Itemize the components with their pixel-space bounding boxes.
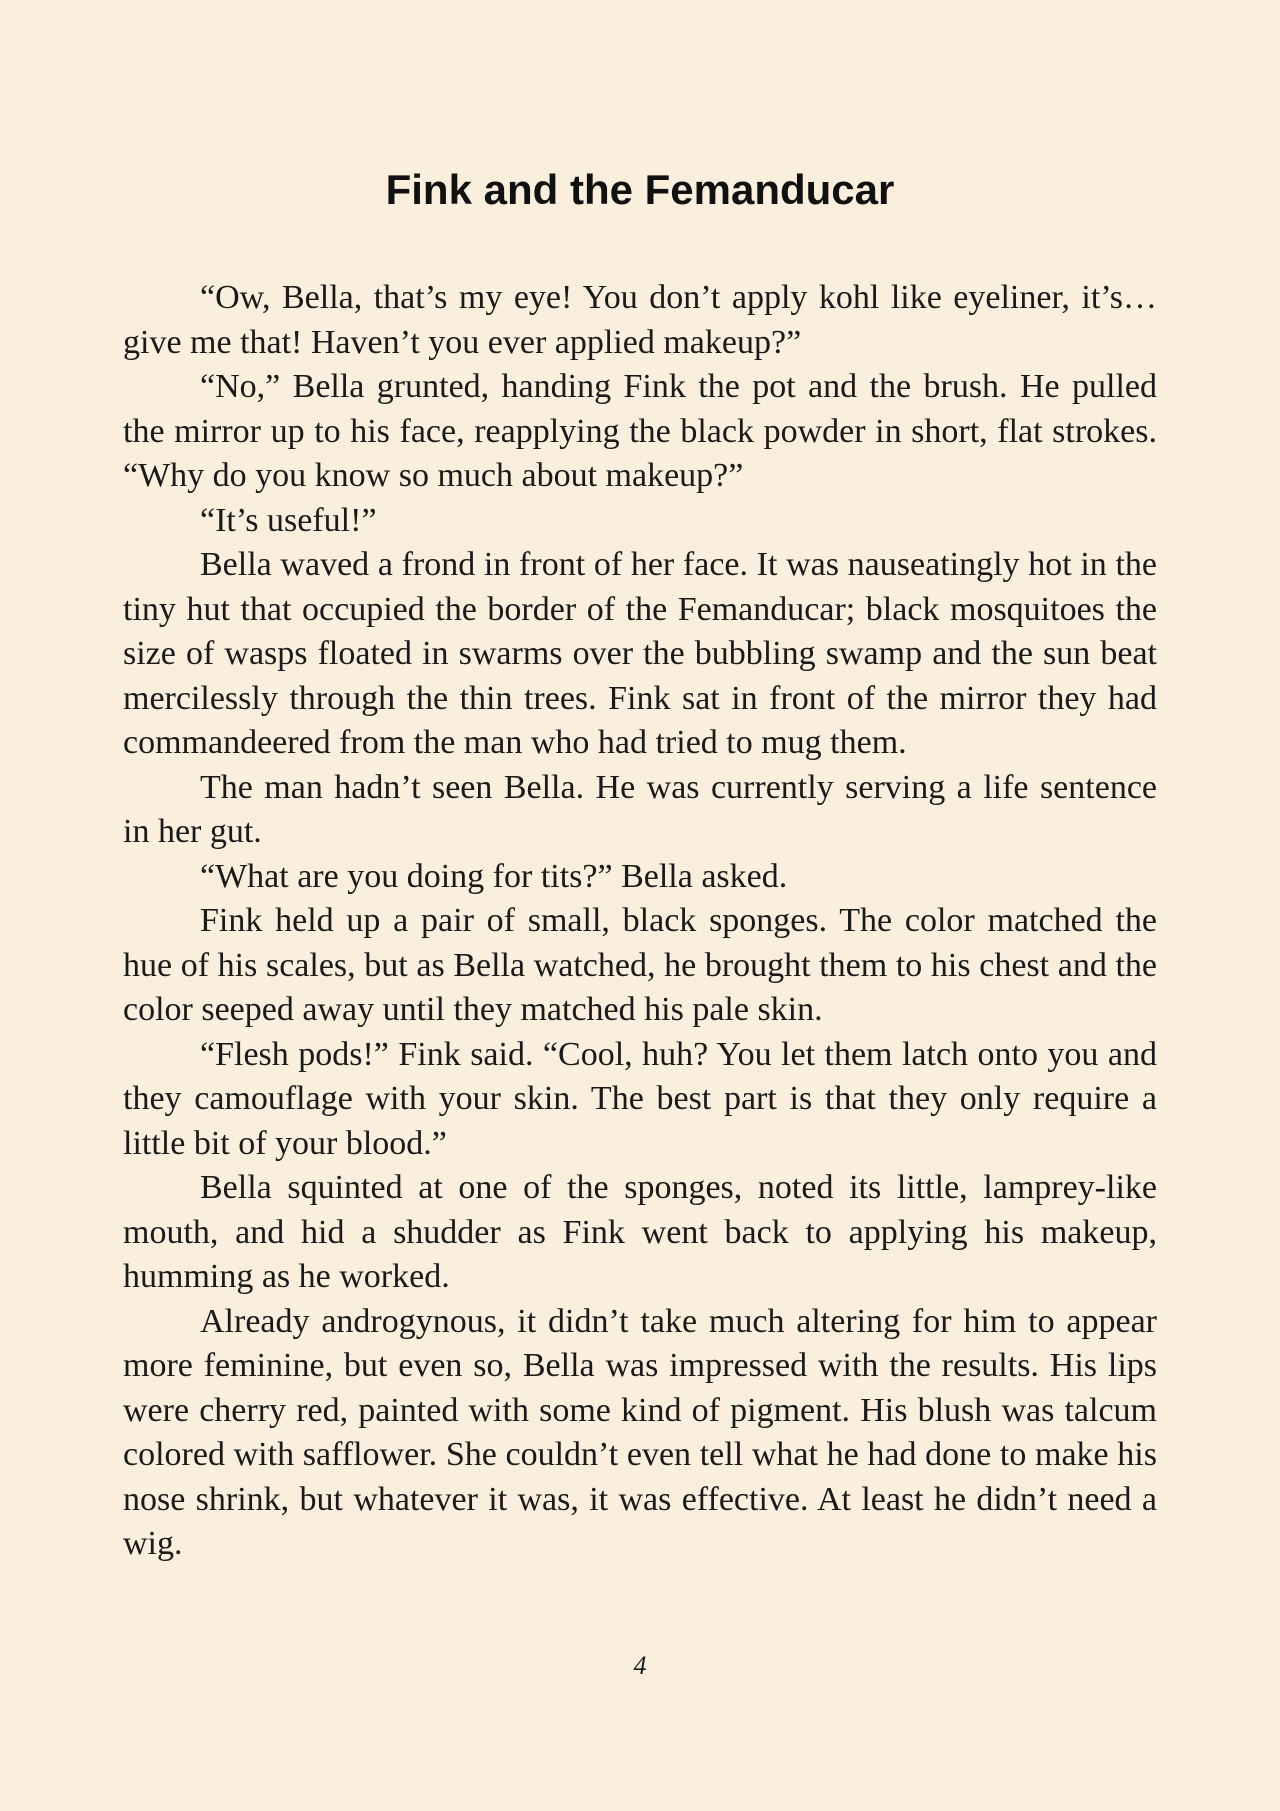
paragraph: “Flesh pods!” Fink said. “Cool, huh? You let them latch onto you and they camouflage with your skin. The best part is that they only require a little bit of your blood.” [123,1035,1157,1162]
page-number: 4 [633,1651,647,1680]
paragraph: Bella squinted at one of the sponges, noted its little, lamprey-like mouth, and hid a shudder as Fink went back to applying his makeup, humming as he worked. [123,1169,1157,1295]
paragraph: “It’s useful!” [200,501,377,539]
paragraph: The man hadn’t seen Bella. He was currently serving a life sentence in her gut. [123,768,1157,850]
chapter-title: Fink and the Femanducar [385,166,895,213]
chapter-body [123,276,1157,1567]
paragraph: Already androgynous, it didn’t take much altering for him to appear more feminine, but even so, Bella was impressed with the results. His lips were cherry red, painted with some kind of pigment. His blush was talcum colored with safflower. She couldn’t even tell what he had done to make his nose shrink, but whatever it was, it was effective. At least he didn’t need a wig. [123,1302,1157,1562]
paragraph: Bella waved a frond in front of her face. It was nauseatingly hot in the tiny hut that occupied the border of the Femanducar; black mosquitoes the size of wasps floated in swarms over the bubbling swamp and the sun beat mercilessly through the thin trees. Fink sat in front of the mirror they had commandeered from the man who had tried to mug them. [123,546,1157,761]
paragraph: “No,” Bella grunted, handing Fink the pot and the brush. He pulled the mirror up to his face, reapplying the black powder in short, flat strokes. “Why do you know so much about makeup?” [123,368,1157,494]
paragraph: Fink held up a pair of small, black sponges. The color matched the hue of his scales, but as Bella watched, he brought them to his chest and the color seeped away until they matched his pale skin. [123,902,1157,1028]
paragraph: “What are you doing for tits?” Bella asked. [200,857,788,895]
paragraph: “Ow, Bella, that’s my eye! You don’t apply kohl like eyeliner, it’s…give me that! Haven’t you ever applied makeup?” [123,279,1157,361]
